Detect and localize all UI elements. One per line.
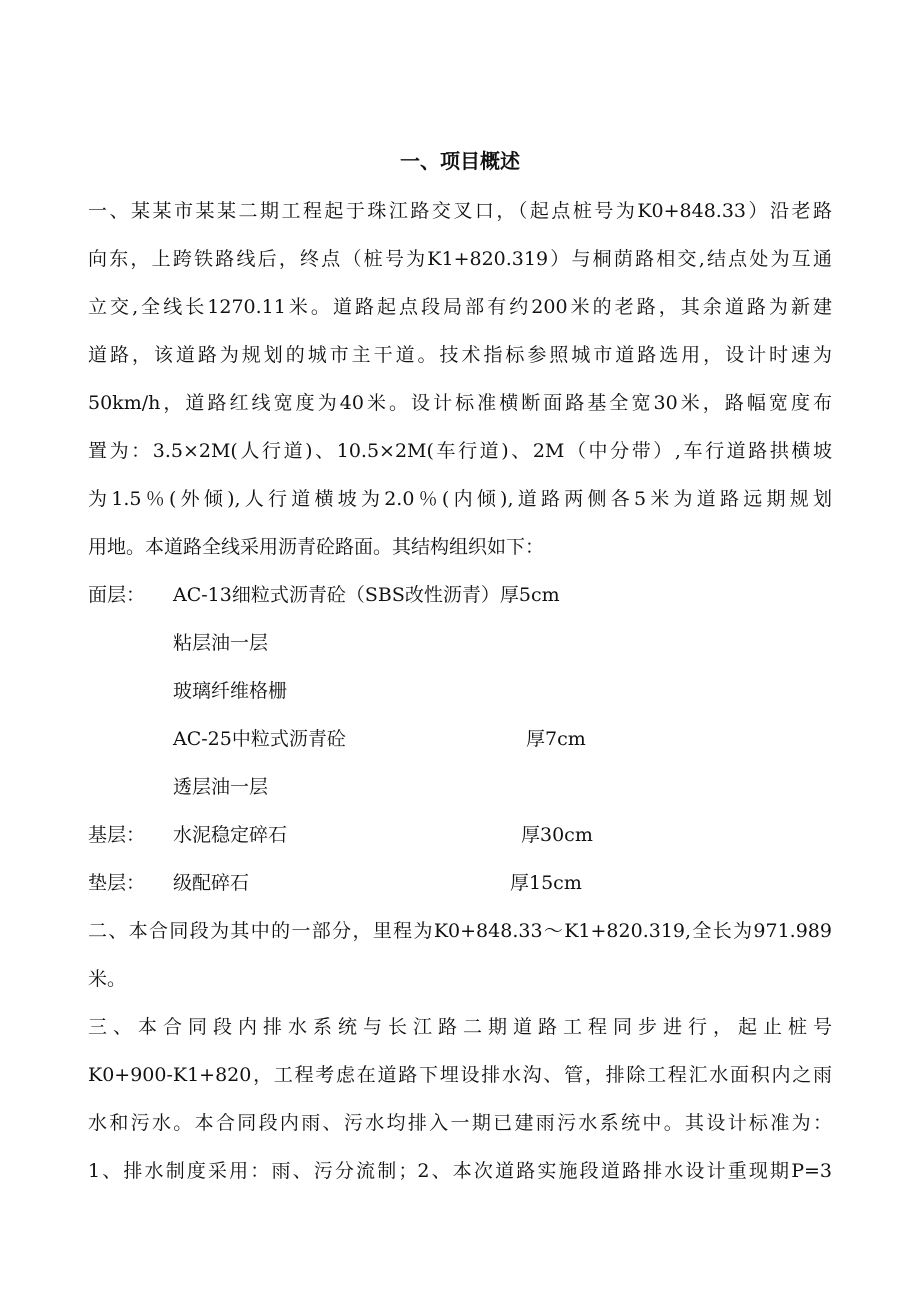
surface-layer-item-2: 粘层油一层 (173, 632, 269, 654)
surface-layer-label: 面层： (88, 584, 146, 606)
paragraph-3-line-1: 三、本合同段内排水系统与长江路二期道路工程同步进行，起止桩号 (88, 1016, 832, 1038)
paragraph-1-line-7: 为1.5％(外倾),人行道横坡为2.0％(内倾),道路两侧各5米为道路远期规划 (88, 488, 832, 510)
paragraph-3-line-2: K0+900-K1+820，工程考虑在道路下埋设排水沟、管，排除工程汇水面积内之雨 (88, 1064, 832, 1086)
base-layer-thickness: 厚30cm (521, 824, 593, 846)
base-layer-label: 基层： (88, 824, 146, 846)
paragraph-3-line-4: 1、排水制度采用：雨、污分流制；2、本次道路实施段道路排水设计重现期P=3 (88, 1160, 832, 1182)
paragraph-1-line-2: 向东，上跨铁路线后，终点（桩号为K1+820.319）与桐荫路相交,结点处为互通 (88, 248, 832, 270)
paragraph-1-line-6: 置为：3.5×2M(人行道)、10.5×2M(车行道)、2M（中分带）,车行道路拱横坡 (88, 440, 832, 462)
base-layer-material: 水泥稳定碎石 (173, 824, 288, 846)
cushion-layer-thickness: 厚15cm (510, 872, 582, 894)
surface-layer-item-4: AC-25中粒式沥青砼 (173, 728, 346, 750)
paragraph-1-line-3: 立交,全线长1270.11米。道路起点段局部有约200米的老路，其余道路为新建 (88, 296, 832, 318)
paragraph-3-line-3: 水和污水。本合同段内雨、污水均排入一期已建雨污水系统中。其设计标准为： (88, 1112, 832, 1134)
paragraph-2-line-1: 二、本合同段为其中的一部分，里程为K0+848.33～K1+820.319,全长为971.989 (88, 920, 832, 942)
surface-layer-item-5: 透层油一层 (173, 776, 269, 798)
paragraph-1-line-8: 用地。本道路全线采用沥青砼路面。其结构组织如下： (88, 536, 545, 558)
paragraph-1-line-1: 一、某某市某某二期工程起于珠江路交叉口，（起点桩号为K0+848.33）沿老路 (88, 200, 832, 222)
section-title: 一、项目概述 (400, 149, 520, 173)
surface-layer-item-4-thickness: 厚7cm (526, 728, 586, 750)
cushion-layer-label: 垫层： (88, 872, 146, 894)
paragraph-1-line-4: 道路，该道路为规划的城市主干道。技术指标参照城市道路选用，设计时速为 (88, 344, 832, 366)
surface-layer-item-3: 玻璃纤维格栅 (173, 680, 288, 702)
cushion-layer-material: 级配碎石 (173, 872, 250, 894)
paragraph-1-line-5: 50km/h，道路红线宽度为40米。设计标准横断面路基全宽30米，路幅宽度布 (88, 392, 832, 414)
paragraph-2-line-2: 米。 (88, 968, 127, 990)
surface-layer-item-1: AC-13细粒式沥青砼（SBS改性沥青）厚5cm (173, 584, 560, 606)
